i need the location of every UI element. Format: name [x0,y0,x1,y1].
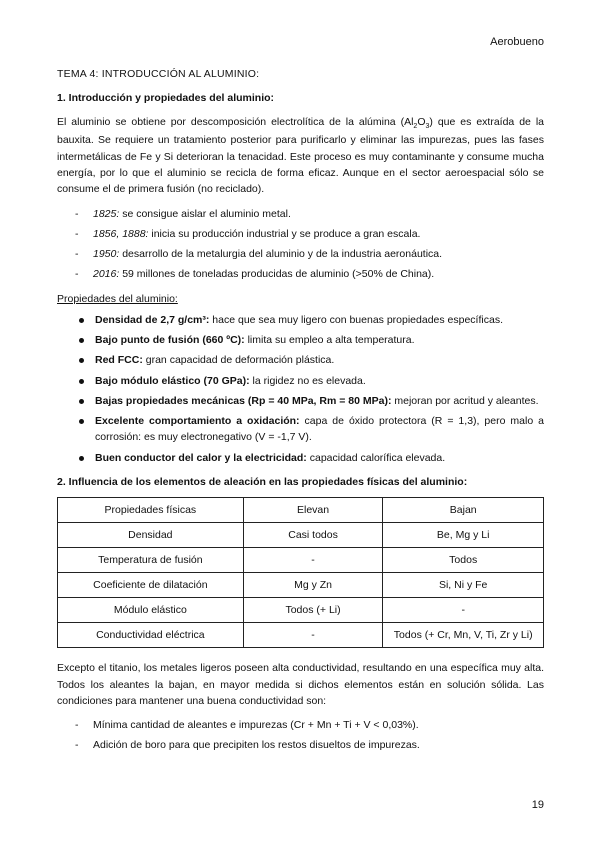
list-item: - 1950: desarrollo de la metalurgia del aluminio y de la industria aeronáutica. [75,246,544,262]
list-item: - 1856, 1888: inicia su producción industrial y se produce a gran escala. [75,226,544,242]
list-item: Bajas propiedades mecánicas (Rp = 40 MPa, Rm = 80 MPa): mejoran por acritud y aleantes. [79,393,544,409]
table-row [58,523,544,548]
table-header: Elevan [243,498,383,523]
table-cell: - [243,548,383,573]
table-cell: Conductividad eléctrica [58,623,244,648]
table-header: Bajan [383,498,544,523]
table-cell: Todos [383,548,544,573]
conditions-list [57,717,544,754]
table-cell: - [383,598,544,623]
table-header: Propiedades físicas [58,498,244,523]
table-row [58,598,544,623]
table-cell: Temperatura de fusión [58,548,244,573]
header-title: Aerobueno [490,36,544,48]
table-cell: Mg y Zn [243,573,383,598]
section-2-heading: 2. Influencia de los elementos de aleación en las propiedades físicas del aluminio: [57,475,468,488]
list-item: - 2016: 59 millones de toneladas producidas de aluminio (>50% de China). [75,266,544,282]
page-number: 19 [531,798,544,811]
section-1-heading: 1. Introducción y propiedades del aluminio: [57,92,275,105]
intro-paragraph: El aluminio se obtiene por descomposición electrolítica de la alúmina $(Al_2O_3)$ que es extraída de la bauxita. Se requiere un tratamiento posterior para purificarlo y eliminar las impurezas, pues las fases intermetálicas de Fe y Si deterioran la tenacidad. Este proceso es muy contaminante y consume mucha energía, por lo que el aluminio se recicla de forma eficaz. Aunque en el sector aeroespacial sólo se consume el de primera fusión (no reciclado). [57,115,544,196]
alloy-effects-table [57,497,544,648]
list-item: - Adición de boro para que precipiten los restos disueltos de impurezas. [75,737,544,753]
history-list [57,206,544,283]
table-cell: Be, Mg y Li [383,523,544,548]
table-cell: Coeficiente de dilatación [58,573,244,598]
table-cell: Casi todos [243,523,383,548]
table-cell: Densidad [58,523,244,548]
list-item: Bajo punto de fusión (660 ºC): limita su empleo a alta temperatura. [79,332,544,348]
table-cell: - [243,623,383,648]
list-item: - Mínima cantidad de aleantes e impurezas (Cr + Mn + Ti + V < 0,03%). [75,717,544,733]
topic-title: TEMA 4: INTRODUCCIÓN AL ALUMINIO: [57,68,260,80]
table-row [58,548,544,573]
table-cell: Todos (+ Li) [243,598,383,623]
table-row [58,573,544,598]
list-item: Densidad de 2,7 g/cm³: hace que sea muy ligero con buenas propiedades específicas. [79,312,544,328]
list-item: Excelente comportamiento a oxidación: capa de óxido protectora (R = 1,3), pero malo a corrosión: es muy electronegativo (V = -1,7 V). [79,413,544,446]
list-item: Red FCC: gran capacidad de deformación plástica. [79,352,544,368]
closing-paragraph: Excepto el titanio, los metales ligeros poseen alta conductividad, resultando en una específica muy alta. Todos los aleantes la bajan, en mayor medida si dichos elementos están en solución sólida. Las condiciones para mantener una buena conductividad son: [57,662,544,707]
list-item: - 1825: se consigue aislar el aluminio metal. [75,206,544,222]
table-row [58,623,544,648]
list-item: Bajo módulo elástico (70 GPa): la rigidez no es elevada. [79,373,544,389]
list-item: Buen conductor del calor y la electricidad: capacidad calorífica elevada. [79,450,544,466]
properties-heading: Propiedades del aluminio: [57,292,178,305]
table-cell: Módulo elástico [58,598,244,623]
table-header-row [58,498,544,523]
properties-list [57,312,544,466]
table-cell: Todos (+ Cr, Mn, V, Ti, Zr y Li) [383,623,544,648]
content [57,66,544,762]
table-cell: Si, Ni y Fe [383,573,544,598]
